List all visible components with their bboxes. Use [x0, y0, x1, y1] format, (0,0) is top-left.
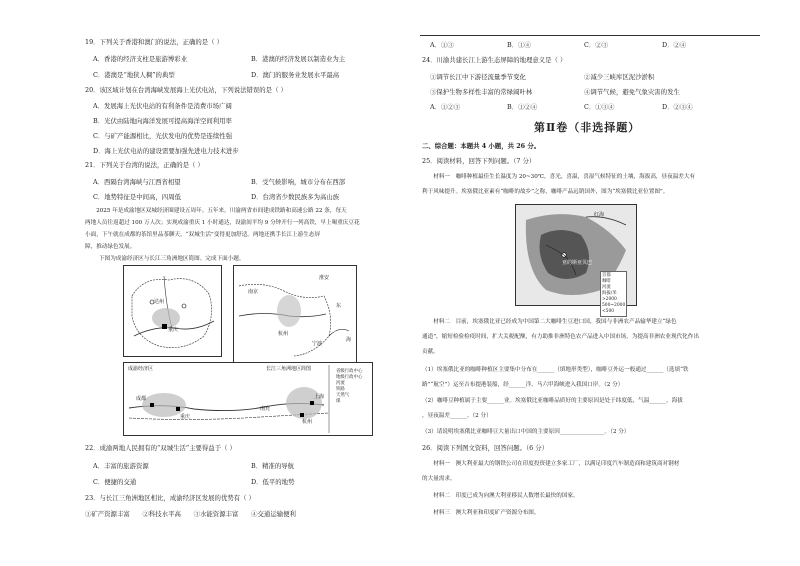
map-label-hangzhou-small: 杭州 [278, 331, 289, 337]
q21-option-b: B．受气候影响，城市分布在西部 [251, 178, 346, 186]
legend-river: 河流 [602, 285, 611, 290]
q19-option-b: B．港澳的经济发展以制造业为主 [251, 55, 346, 63]
legend-below-500: <500 [602, 309, 615, 314]
q25-sub2-line2: ，昼夜温差______。（2 分） [422, 413, 492, 419]
q21-option-a: A．西隔台湾海峡与江西省相望 [93, 178, 181, 186]
combined-regions-map-drawing [124, 363, 372, 435]
q23-option-b: B．①④ [507, 41, 531, 49]
q24-statement-2: ②减少三峡库区泥沙淤积 [584, 73, 655, 81]
chengyu-small-map-drawing [124, 266, 221, 356]
legend-above-2000: >2000 [602, 297, 617, 302]
q25-material2-line3: 贡献。 [422, 349, 439, 355]
q19-stem: 19．下列关于香港和澳门的说法，正确的是（ ） [85, 38, 223, 46]
legend-coal: 煤 [336, 399, 341, 404]
map-label-chongqing: 重庆 [180, 414, 191, 420]
q25-sub3: （3）请说明埃塞俄比亚咖啡豆大量出口中国的主要原因________________。（2 分） [422, 429, 630, 435]
q20-option-b: B．光伏由陆地向海洋发展可提高海洋空间利用率 [93, 117, 232, 125]
ethiopia-map-legend [600, 271, 627, 317]
map-label-east: 东 [336, 303, 342, 309]
changjiang-small-map-drawing [234, 266, 356, 362]
q20-option-a: A．发展海上光伏电站的有利条件是消费市场广阔 [93, 102, 232, 110]
q26-stem: 26．阅读下列图文资料，回答问题。（6 分） [422, 444, 549, 452]
q20-option-c: C．与矿产能源相比，光伏发电的优势是连续性强 [93, 132, 233, 140]
q21-option-d: D．台湾省少数民族多为高山族 [251, 193, 340, 201]
map-label-chengdu: 成都 [136, 396, 147, 402]
map-label-hangzhou: 杭州 [302, 419, 313, 425]
map-label-shanghai: 上海 [314, 394, 325, 400]
q22-option-a: A．丰富的旅游资源 [93, 462, 149, 470]
map-label-huaian: 淮安 [319, 275, 330, 281]
q20-option-d: D．海上光伏电站的建设需要加强先进电力技术进步 [93, 147, 239, 155]
q24-option-b: B．①②④ [507, 103, 538, 111]
q25-material1-line1: 材料一 咖啡种植最佳生长温度为 20~30℃，喜光，喜温，喜湿气候特征的土壤，海拔高，昼夜温差大有 [422, 174, 696, 180]
q19-option-c: C．港澳是“地狭人稠”的典型 [93, 71, 175, 79]
q23-statements: ①矿产资源丰富 ②科技水平高 ③水能资源丰富 ④交通运输便利 [85, 510, 296, 518]
legend-railway: 铁路 [336, 387, 345, 392]
q21-option-c: C．地势特征是中间高，四周低 [93, 193, 181, 201]
q26-material2: 材料二 印度已成为向澳大利亚移民人数增长最快的国家。 [422, 493, 579, 499]
map-label-chongqing-small: 重庆 [168, 327, 179, 333]
q26-material3: 材料三 澳大利亚和印度矿产资源分布图。 [422, 510, 540, 516]
q22-option-d: D．低平的地势 [251, 478, 295, 486]
map-label-nanchong: 南充 [260, 406, 271, 412]
top-rule [420, 35, 760, 36]
legend-capital: 首都 [602, 273, 611, 278]
q25-sub1-line1: （1）埃塞俄比亚的咖啡种植区主要集中分布在______（填地形类型），咖啡豆外运一般通过______（选填“铁 [422, 367, 689, 373]
passage-tail: 下图为成渝经济区与长江三角洲地区简图。完成下面小题。 [99, 256, 245, 262]
section-subtitle: 二、综合题：本题共 4 小题，共 26 分。 [422, 142, 541, 150]
section-title: 第Ⅱ卷（非选择题） [534, 121, 641, 134]
q24-statement-3: ③保护生物多样性丰富的常绿阔叶林 [430, 88, 533, 96]
q24-statement-1: ①调节长江中下游径流量季节变化 [430, 73, 526, 81]
map-label-ningbo: 宁波 [312, 341, 323, 347]
q25-material2-line2: 通道”，缩短检验检疫时间，扩大关税配额，有力助推非洲特色农产品进入中国市场，为提高非洲农业现代化作出 [422, 334, 699, 340]
q22-stem: 22．成渝两地人民拥有的“双城生活”主要得益于（ ） [85, 444, 236, 452]
chengyu-small-map [123, 265, 222, 357]
q23-option-a: A．①③ [430, 41, 454, 49]
map-label-red-sea: 红海 [594, 212, 605, 218]
q23-stem: 23．与长江三角洲地区相比，成渝经济区发展的优势有（ ） [85, 494, 255, 502]
q25-sub1-line2: 路”“航空”）运至吉布提港装船，经______洋、马六甲海峡进入我国口岸。（2 分） [422, 382, 624, 388]
q23-option-c: C．②③ [584, 41, 609, 49]
q19-option-a: A．香港的经济支柱是旅游博彩业 [93, 55, 188, 63]
changjiang-small-map [233, 265, 357, 363]
ethiopia-location-map [515, 204, 637, 314]
q22-option-c: C．便捷的交通 [93, 478, 137, 486]
q24-option-d: D．②③④ [662, 103, 693, 111]
q21-stem: 21．下列关于台湾的说法，正确的是（ ） [85, 161, 204, 169]
legend-provincial-center: 省级行政中心 [336, 369, 363, 374]
legend-river: 河流 [336, 381, 345, 386]
map-label-capital: 亚的斯亚贝巴 [562, 260, 593, 266]
q24-statement-4: ④调节气候，避免气象灾害的发生 [584, 88, 680, 96]
passage-line-3: 小面，下午就在成都的茶馆里品茶聊天，“双城生活”变得更加舒适。两地还携手长江上游生态屏 [85, 232, 321, 238]
map-label-dazhou: 达州 [154, 299, 165, 305]
combined-regions-map [123, 362, 373, 436]
q22-option-b: B．精准的导航 [251, 462, 295, 470]
legend-elevation: 海拔/米 [602, 291, 617, 296]
q25-stem: 25．阅读材料，回答下列问题。（7 分） [422, 157, 536, 165]
passage-line-2: 两地人员往返超过 100 万人次；实现成渝重庆 1 小时通达，设渝间平均 9 分钟开行一列高铁，早上喝重庆豆花 [85, 220, 360, 226]
map-title-chengyu: 成渝经济区 [128, 366, 154, 372]
q19-option-d: D．澳门的服务业发展水平最高 [251, 71, 340, 79]
q25-sub2-line1: （2）咖啡豆种植属于主要______业。埃塞俄比亚咖啡品质好的主要原因是处于纬度低，气温______，海拔 [422, 398, 683, 404]
passage-line-4: 障，推动绿色发展。 [85, 244, 136, 250]
legend-prefecture-center: 地级行政中心 [336, 375, 363, 380]
q24-option-c: C．①③④ [584, 103, 615, 111]
q20-stem: 20．该区域计划在台湾海峡发展海上光伏电站，下列说法错误的是（ ） [85, 86, 287, 94]
map-label-nanjing: 南京 [248, 289, 259, 295]
q26-material1-line2: 的大量需求。 [422, 476, 456, 482]
map-legend [336, 369, 362, 405]
legend-gas: 天然气 [336, 393, 350, 398]
legend-500-2000: 500~2000 [602, 303, 626, 308]
q23-option-d: D．②④ [662, 41, 687, 49]
q25-material1-line2: 利于风味提升。埃塞俄比亚素有“咖啡的故乡”之称，咖啡产品远销国外，图为“埃塞俄比亚位置图”。 [422, 189, 669, 195]
passage-line-1: 2025 年是成渝地区双城经济圈建设五周年。五年来，川渝两省市间建成铁路和高速公路 22 条，每天 [85, 208, 347, 214]
map-label-sea: 海 [346, 337, 352, 343]
q25-material2-line1: 材料二 目前，埃塞俄比亚已经成为中国第二大咖啡生豆进口国，我国与非洲农产品输华建立“绿色 [422, 319, 677, 325]
map-title-changjiang: 长江三角洲地区简图 [266, 366, 312, 372]
legend-coffee: 咖啡 [602, 279, 611, 284]
q24-stem: 24．川渝共建长江上游生态屏障的地理意义是（ ） [422, 56, 567, 64]
q26-material1-line1: 材料一 澳大利亚最大的钢铁公司在印度投资建立多家工厂，以满足印度汽车制造商和建筑商对钢材 [422, 461, 680, 467]
q24-option-a: A．①②③ [430, 103, 461, 111]
